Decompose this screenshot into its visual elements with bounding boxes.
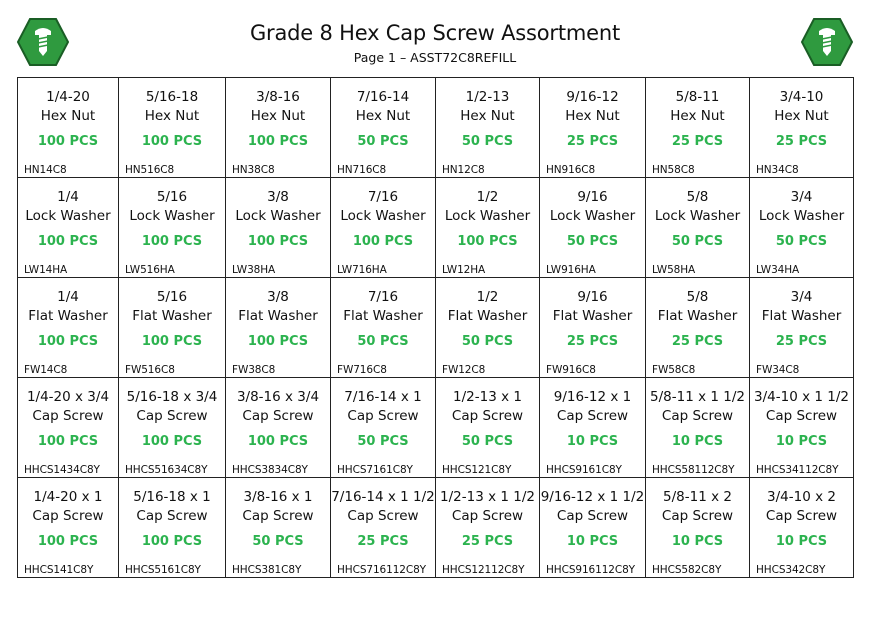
part-quantity: 100 PCS xyxy=(141,534,203,549)
part-quantity: 50 PCS xyxy=(461,434,514,449)
part-quantity: 100 PCS xyxy=(37,534,99,549)
part-quantity: 50 PCS xyxy=(461,134,514,149)
part-quantity: 25 PCS xyxy=(566,134,619,149)
part-type: Cap Screw xyxy=(556,508,629,524)
part-quantity: 100 PCS xyxy=(141,234,203,249)
part-cell xyxy=(540,178,646,278)
part-sku: HHCS381C8Y xyxy=(232,564,302,576)
part-cell xyxy=(750,278,854,378)
part-type: Lock Washer xyxy=(549,208,636,224)
part-type: Cap Screw xyxy=(32,508,104,524)
part-cell xyxy=(119,378,226,478)
part-type: Lock Washer xyxy=(129,208,215,224)
part-type: Cap Screw xyxy=(136,408,208,424)
part-cell xyxy=(226,178,331,278)
part-size: 5/16-18 x 3/4 xyxy=(126,389,218,405)
part-cell xyxy=(18,378,119,478)
part-cell xyxy=(119,78,226,178)
part-size: 5/8 xyxy=(686,189,709,205)
part-quantity: 100 PCS xyxy=(37,434,99,449)
part-type: Flat Washer xyxy=(28,308,108,324)
part-sku: HHCS141C8Y xyxy=(24,564,94,576)
part-size: 1/4 xyxy=(57,289,79,305)
part-type: Cap Screw xyxy=(242,408,314,424)
assortment-grid xyxy=(17,77,854,578)
part-type: Cap Screw xyxy=(242,508,314,524)
part-sku: HHCS51634C8Y xyxy=(125,464,208,476)
part-sku: HN516C8 xyxy=(125,164,175,176)
part-quantity: 100 PCS xyxy=(141,334,203,349)
part-type: Cap Screw xyxy=(347,508,419,524)
part-cell xyxy=(18,478,119,578)
part-size: 5/16-18 x 1 xyxy=(133,489,211,505)
part-cell xyxy=(646,478,750,578)
part-size: 1/2-13 x 1 1/2 xyxy=(440,489,535,505)
part-sku: LW34HA xyxy=(756,264,800,276)
part-sku: HN916C8 xyxy=(546,164,596,176)
part-quantity: 100 PCS xyxy=(247,234,309,249)
part-cell xyxy=(750,178,854,278)
part-size: 3/4 xyxy=(790,189,813,205)
part-quantity: 25 PCS xyxy=(461,534,514,549)
grid-row xyxy=(18,178,854,278)
part-quantity: 10 PCS xyxy=(775,534,828,549)
part-size: 5/8-11 x 1 1/2 xyxy=(650,389,745,405)
part-quantity: 100 PCS xyxy=(37,334,99,349)
part-type: Flat Washer xyxy=(552,308,633,324)
part-sku: LW38HA xyxy=(232,264,276,276)
part-type: Cap Screw xyxy=(347,408,419,424)
part-sku: HHCS12112C8Y xyxy=(442,564,525,576)
part-sku: HN38C8 xyxy=(232,164,275,176)
part-cell xyxy=(18,78,119,178)
part-cell xyxy=(18,178,119,278)
part-cell xyxy=(18,278,119,378)
part-size: 7/16 xyxy=(367,289,399,305)
part-sku: FW58C8 xyxy=(652,364,696,376)
part-type: Flat Washer xyxy=(132,308,212,324)
part-quantity: 10 PCS xyxy=(775,434,828,449)
part-type: Cap Screw xyxy=(451,408,524,424)
part-sku: HN14C8 xyxy=(24,164,67,176)
part-sku: LW12HA xyxy=(442,264,486,276)
part-size: 1/4-20 x 1 xyxy=(33,489,103,505)
page-subtitle: Page 1 – ASST72C8REFILL xyxy=(353,50,517,65)
part-quantity: 50 PCS xyxy=(357,434,409,449)
part-cell xyxy=(646,178,750,278)
part-cell xyxy=(750,478,854,578)
part-size: 3/8-16 x 1 xyxy=(243,489,313,505)
part-quantity: 50 PCS xyxy=(357,134,409,149)
part-quantity: 50 PCS xyxy=(461,334,514,349)
part-quantity: 100 PCS xyxy=(457,234,518,249)
part-sku: LW716HA xyxy=(337,264,387,276)
part-type: Flat Washer xyxy=(447,308,528,324)
part-sku: HHCS9161C8Y xyxy=(546,464,622,476)
grid-row xyxy=(18,278,854,378)
part-sku: LW916HA xyxy=(546,264,596,276)
part-cell xyxy=(436,378,540,478)
part-quantity: 100 PCS xyxy=(141,434,203,449)
part-size: 3/4-10 x 2 xyxy=(767,489,836,505)
part-type: Hex Nut xyxy=(774,108,829,124)
part-quantity: 25 PCS xyxy=(671,334,724,349)
part-type: Lock Washer xyxy=(340,208,426,224)
part-sku: HHCS7161C8Y xyxy=(337,464,413,476)
part-type: Cap Screw xyxy=(556,408,629,424)
part-quantity: 10 PCS xyxy=(671,434,724,449)
part-type: Lock Washer xyxy=(444,208,531,224)
part-sku: FW516C8 xyxy=(125,364,175,376)
part-sku: HHCS1434C8Y xyxy=(24,464,100,476)
part-size: 9/16-12 x 1 xyxy=(553,389,632,405)
part-size: 1/2-13 x 1 xyxy=(453,389,522,405)
part-sku: HHCS716112C8Y xyxy=(337,564,426,576)
part-type: Lock Washer xyxy=(25,208,111,224)
part-size: 5/16-18 xyxy=(145,89,199,105)
grid-row xyxy=(18,478,854,578)
part-cell xyxy=(331,478,436,578)
part-cell xyxy=(436,178,540,278)
part-type: Hex Nut xyxy=(355,108,411,124)
part-size: 1/2 xyxy=(476,289,499,305)
part-quantity: 100 PCS xyxy=(247,434,309,449)
part-cell xyxy=(646,78,750,178)
part-quantity: 100 PCS xyxy=(247,334,309,349)
page-title: Grade 8 Hex Cap Screw Assortment xyxy=(249,21,621,45)
part-size: 1/4-20 xyxy=(46,89,90,105)
part-quantity: 100 PCS xyxy=(37,134,99,149)
part-sku: HN34C8 xyxy=(756,164,799,176)
screw-hexagon-icon xyxy=(801,18,853,66)
part-size: 5/16 xyxy=(156,289,188,305)
part-size: 9/16 xyxy=(577,289,608,305)
part-quantity: 10 PCS xyxy=(566,534,619,549)
part-size: 3/4-10 x 1 1/2 xyxy=(754,389,849,405)
part-sku: FW916C8 xyxy=(546,364,596,376)
grid-row xyxy=(18,378,854,478)
part-sku: LW14HA xyxy=(24,264,68,276)
part-size: 1/2-13 xyxy=(465,89,510,105)
part-size: 5/16 xyxy=(156,189,188,205)
part-cell xyxy=(331,278,436,378)
part-sku: HHCS121C8Y xyxy=(442,464,512,476)
part-sku: FW34C8 xyxy=(756,364,800,376)
part-quantity: 25 PCS xyxy=(671,134,724,149)
page-header xyxy=(0,0,870,76)
part-size: 7/16-14 x 1 xyxy=(344,389,422,405)
part-cell xyxy=(331,378,436,478)
part-sku: LW516HA xyxy=(125,264,175,276)
part-type: Cap Screw xyxy=(661,408,734,424)
part-type: Lock Washer xyxy=(758,208,845,224)
part-type: Cap Screw xyxy=(136,508,208,524)
part-sku: HHCS3834C8Y xyxy=(232,464,308,476)
part-sku: HHCS58112C8Y xyxy=(652,464,735,476)
part-size: 3/8 xyxy=(267,289,289,305)
part-quantity: 25 PCS xyxy=(566,334,619,349)
part-quantity: 25 PCS xyxy=(775,134,828,149)
part-sku: FW12C8 xyxy=(442,364,486,376)
part-size: 1/4 xyxy=(57,189,79,205)
part-quantity: 25 PCS xyxy=(775,334,828,349)
part-cell xyxy=(540,78,646,178)
part-type: Cap Screw xyxy=(765,408,838,424)
part-cell xyxy=(119,278,226,378)
part-sku: FW38C8 xyxy=(232,364,276,376)
part-type: Flat Washer xyxy=(238,308,318,324)
part-size: 1/4-20 x 3/4 xyxy=(26,389,110,405)
part-size: 5/8-11 x 2 xyxy=(663,489,732,505)
part-cell xyxy=(331,178,436,278)
part-type: Hex Nut xyxy=(144,108,200,124)
part-type: Hex Nut xyxy=(250,108,306,124)
part-sku: FW716C8 xyxy=(337,364,387,376)
part-cell xyxy=(119,178,226,278)
part-type: Hex Nut xyxy=(565,108,620,124)
part-size: 5/8-11 xyxy=(675,89,720,105)
part-size: 3/8 xyxy=(267,189,289,205)
part-cell xyxy=(331,78,436,178)
part-size: 1/2 xyxy=(476,189,499,205)
part-cell xyxy=(226,278,331,378)
part-quantity: 10 PCS xyxy=(566,434,619,449)
part-quantity: 50 PCS xyxy=(252,534,304,549)
part-cell xyxy=(750,378,854,478)
part-quantity: 50 PCS xyxy=(671,234,724,249)
part-quantity: 100 PCS xyxy=(247,134,309,149)
part-quantity: 100 PCS xyxy=(352,234,414,249)
part-sku: HHCS5161C8Y xyxy=(125,564,201,576)
part-cell xyxy=(436,278,540,378)
part-type: Lock Washer xyxy=(235,208,321,224)
part-cell xyxy=(226,378,331,478)
part-quantity: 50 PCS xyxy=(357,334,409,349)
part-type: Flat Washer xyxy=(343,308,423,324)
part-quantity: 100 PCS xyxy=(141,134,203,149)
part-sku: HN12C8 xyxy=(442,164,485,176)
part-quantity: 25 PCS xyxy=(357,534,409,549)
part-size: 3/4 xyxy=(790,289,813,305)
part-cell xyxy=(226,78,331,178)
part-cell xyxy=(436,78,540,178)
part-type: Lock Washer xyxy=(654,208,741,224)
part-cell xyxy=(540,278,646,378)
part-cell xyxy=(119,478,226,578)
part-sku: HN58C8 xyxy=(652,164,695,176)
part-size: 9/16-12 xyxy=(566,89,619,105)
part-size: 3/8-16 xyxy=(256,89,300,105)
part-cell xyxy=(436,478,540,578)
part-type: Hex Nut xyxy=(460,108,515,124)
part-cell xyxy=(646,378,750,478)
part-size: 3/8-16 x 3/4 xyxy=(236,389,320,405)
part-type: Cap Screw xyxy=(32,408,104,424)
part-size: 9/16-12 x 1 1/2 xyxy=(540,489,645,505)
part-type: Cap Screw xyxy=(765,508,838,524)
part-type: Hex Nut xyxy=(670,108,725,124)
grid-row xyxy=(18,78,854,178)
part-type: Flat Washer xyxy=(657,308,738,324)
part-sku: HHCS34112C8Y xyxy=(756,464,839,476)
part-type: Cap Screw xyxy=(661,508,734,524)
part-quantity: 10 PCS xyxy=(671,534,724,549)
part-size: 5/8 xyxy=(686,289,709,305)
part-type: Hex Nut xyxy=(40,108,96,124)
part-cell xyxy=(226,478,331,578)
part-sku: HHCS582C8Y xyxy=(652,564,722,576)
part-sku: HHCS916112C8Y xyxy=(546,564,635,576)
part-size: 7/16 xyxy=(367,189,399,205)
part-size: 7/16-14 x 1 1/2 xyxy=(331,489,435,505)
part-size: 7/16-14 xyxy=(356,89,410,105)
part-sku: HN716C8 xyxy=(337,164,387,176)
part-size: 9/16 xyxy=(577,189,608,205)
part-sku: LW58HA xyxy=(652,264,696,276)
part-quantity: 50 PCS xyxy=(775,234,828,249)
part-type: Cap Screw xyxy=(451,508,524,524)
part-cell xyxy=(750,78,854,178)
part-cell xyxy=(646,278,750,378)
part-quantity: 50 PCS xyxy=(566,234,619,249)
part-type: Flat Washer xyxy=(761,308,842,324)
part-cell xyxy=(540,378,646,478)
part-sku: FW14C8 xyxy=(24,364,68,376)
part-quantity: 100 PCS xyxy=(37,234,99,249)
part-size: 3/4-10 xyxy=(779,89,824,105)
part-sku: HHCS342C8Y xyxy=(756,564,826,576)
part-cell xyxy=(540,478,646,578)
